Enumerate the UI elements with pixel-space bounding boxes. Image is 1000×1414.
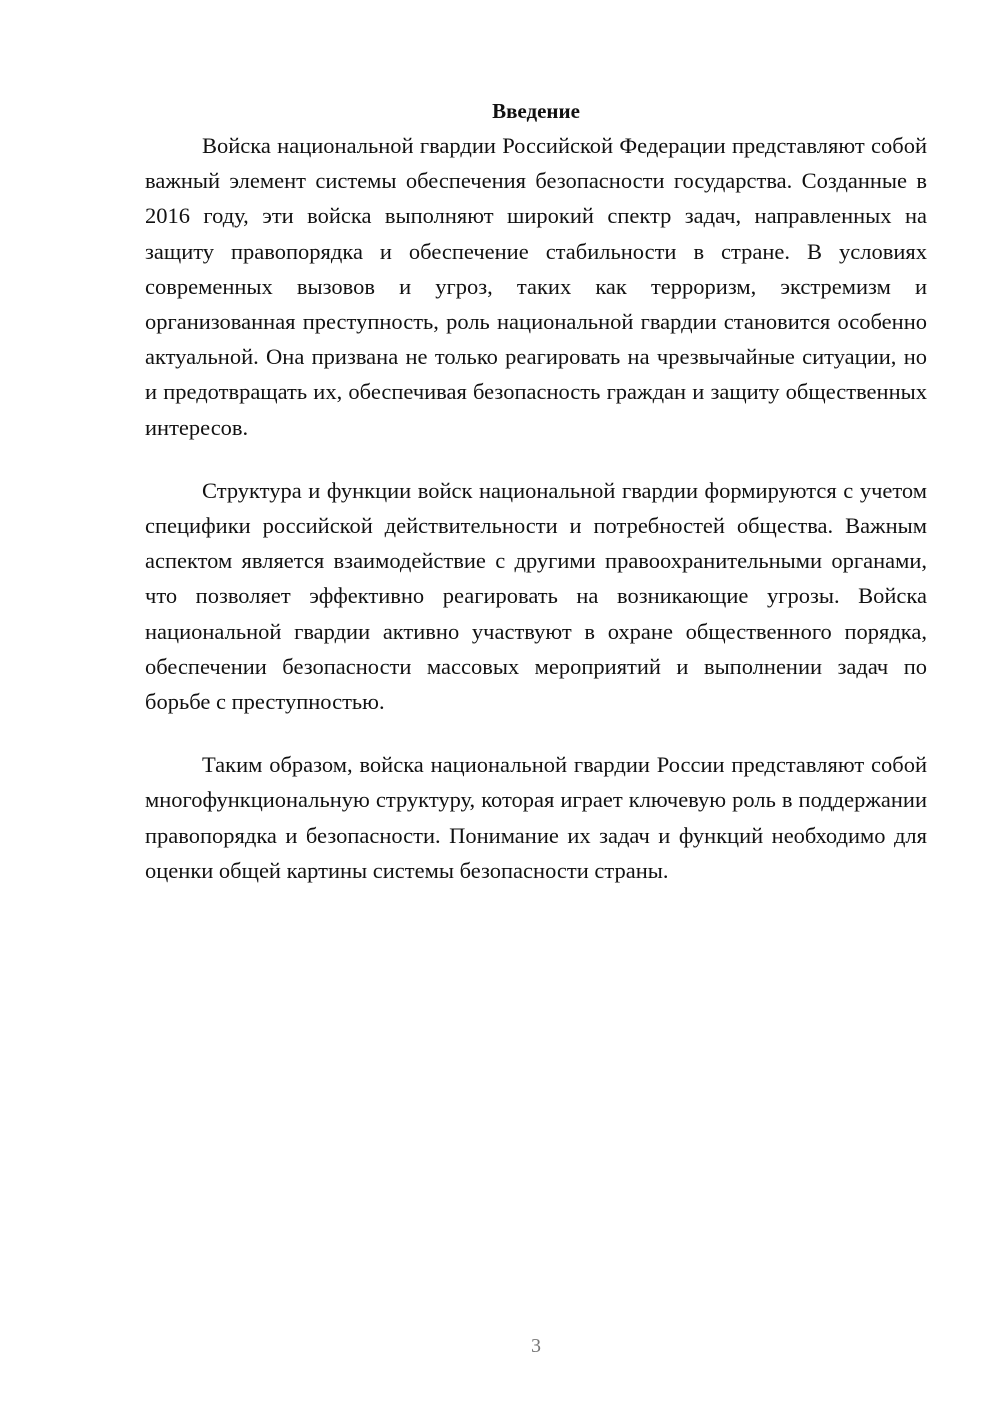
paragraph-1: Войска национальной гвардии Российской Федерации представляют собой важный элемент системы обеспечения безопасности государства. Созданные в 2016 году, эти войска выполняют широкий спектр задач, направленных на защиту правопорядка и обеспечение стабильности в стране. В условиях современных вызовов и угроз, таких как терроризм, экстремизм и организованная преступность, роль национальной гвардии становится особенно актуальной. Она призвана не только реагировать на чрезвычайные ситуации, но и предотвращать их, обеспечивая безопасность граждан и защиту общественных интересов.	[145, 133, 927, 440]
paragraph-3: Таким образом, войска национальной гвардии России представляют собой многофункциональную структуру, которая играет ключевую роль в поддержании правопорядка и безопасности. Понимание их задач и функций необходимо для оценки общей картины системы безопасности страны.	[145, 752, 927, 883]
page-number: 3	[531, 1335, 541, 1357]
paragraph-2: Структура и функции войск национальной гвардии формируются с учетом специфики российской действительности и потребностей общества. Важным аспектом является взаимодействие с другими правоохранительными органами, что позволяет эффективно реагировать на возникающие угрозы. Войска национальной гвардии активно участвуют в охране общественного порядка, обеспечении безопасности массовых мероприятий и выполнении задач по борьбе с преступностью.	[145, 477, 927, 715]
section-heading: Введение	[492, 99, 580, 123]
document-body	[145, 96, 927, 888]
